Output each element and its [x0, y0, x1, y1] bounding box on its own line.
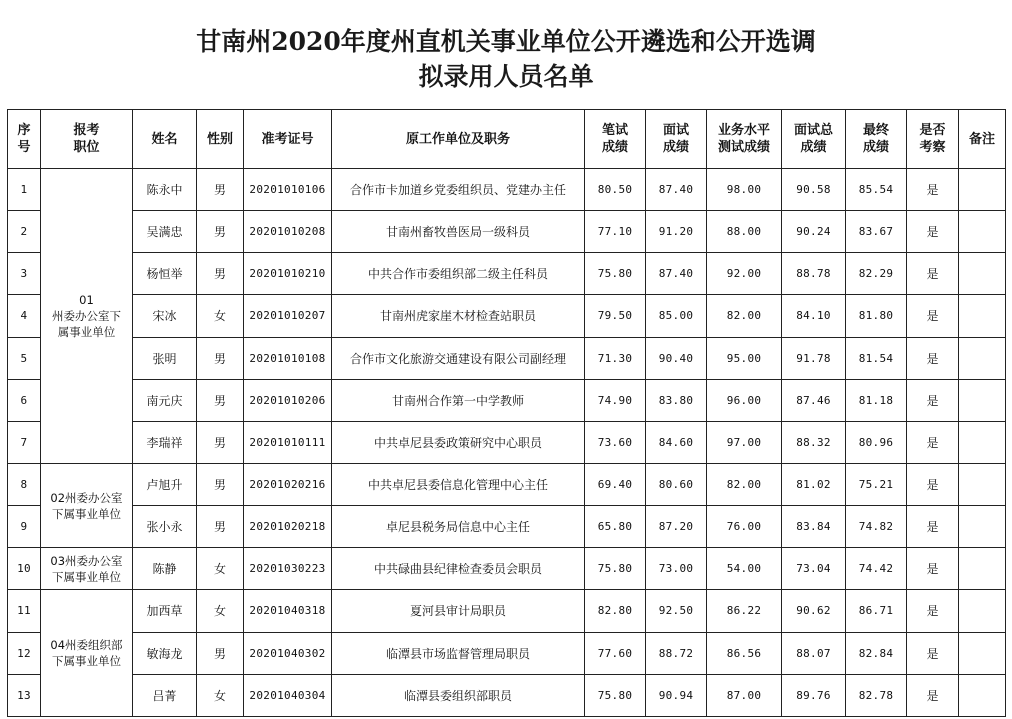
cell-exam-no: 20201010207	[244, 295, 332, 337]
table-row	[8, 253, 1006, 295]
cell-inspect: 是	[907, 463, 959, 505]
cell-skill: 82.00	[707, 295, 782, 337]
cell-unit: 中共卓尼县委政策研究中心职员	[332, 421, 585, 463]
cell-skill: 96.00	[707, 379, 782, 421]
cell-written: 71.30	[585, 337, 646, 379]
cell-gender: 男	[197, 463, 244, 505]
cell-interview: 92.50	[646, 590, 707, 632]
cell-exam-no: 20201010208	[244, 211, 332, 253]
cell-gender: 男	[197, 379, 244, 421]
cell-seq: 8	[8, 463, 41, 505]
cell-gender: 女	[197, 674, 244, 716]
cell-final: 86.71	[846, 590, 907, 632]
cell-written: 75.80	[585, 674, 646, 716]
cell-unit: 甘南州虎家崖木材检查站职员	[332, 295, 585, 337]
table-row	[8, 379, 1006, 421]
header-interview: 面试 成绩	[646, 110, 707, 169]
cell-written: 74.90	[585, 379, 646, 421]
cell-exam-no: 20201040304	[244, 674, 332, 716]
cell-interview-total: 87.46	[782, 379, 846, 421]
cell-final: 81.80	[846, 295, 907, 337]
table-row	[8, 211, 1006, 253]
cell-interview: 87.40	[646, 169, 707, 211]
cell-gender: 男	[197, 506, 244, 548]
cell-name: 敏海龙	[133, 632, 197, 674]
table-row	[8, 506, 1006, 548]
header-skill: 业务水平 测试成绩	[707, 110, 782, 169]
cell-name: 加西草	[133, 590, 197, 632]
cell-position: 04州委组织部 下属事业单位	[41, 590, 133, 717]
cell-interview-total: 90.58	[782, 169, 846, 211]
cell-seq: 12	[8, 632, 41, 674]
cell-seq: 2	[8, 211, 41, 253]
cell-inspect: 是	[907, 169, 959, 211]
cell-interview-total: 81.02	[782, 463, 846, 505]
cell-final: 81.18	[846, 379, 907, 421]
cell-final: 83.67	[846, 211, 907, 253]
cell-inspect: 是	[907, 590, 959, 632]
cell-inspect: 是	[907, 295, 959, 337]
candidate-table	[7, 109, 1006, 717]
cell-remark	[959, 169, 1006, 211]
cell-interview: 80.60	[646, 463, 707, 505]
cell-interview: 73.00	[646, 548, 707, 590]
cell-interview-total: 88.32	[782, 421, 846, 463]
cell-position: 03州委办公室 下属事业单位	[41, 548, 133, 590]
cell-final: 81.54	[846, 337, 907, 379]
cell-exam-no: 20201020218	[244, 506, 332, 548]
cell-inspect: 是	[907, 253, 959, 295]
cell-remark	[959, 379, 1006, 421]
cell-final: 82.29	[846, 253, 907, 295]
cell-unit: 合作市卡加道乡党委组织员、党建办主任	[332, 169, 585, 211]
cell-remark	[959, 421, 1006, 463]
cell-seq: 4	[8, 295, 41, 337]
cell-remark	[959, 674, 1006, 716]
cell-written: 79.50	[585, 295, 646, 337]
cell-interview-total: 88.07	[782, 632, 846, 674]
cell-name: 卢旭升	[133, 463, 197, 505]
cell-interview: 84.60	[646, 421, 707, 463]
cell-gender: 男	[197, 253, 244, 295]
cell-written: 77.60	[585, 632, 646, 674]
cell-interview: 87.20	[646, 506, 707, 548]
cell-position: 01 州委办公室下 属事业单位	[41, 169, 133, 464]
cell-exam-no: 20201010106	[244, 169, 332, 211]
cell-unit: 临潭县市场监督管理局职员	[332, 632, 585, 674]
cell-skill: 98.00	[707, 169, 782, 211]
cell-name: 南元庆	[133, 379, 197, 421]
table-row	[8, 674, 1006, 716]
cell-inspect: 是	[907, 632, 959, 674]
cell-gender: 男	[197, 337, 244, 379]
header-written: 笔试 成绩	[585, 110, 646, 169]
cell-interview-total: 89.76	[782, 674, 846, 716]
cell-remark	[959, 590, 1006, 632]
cell-written: 75.80	[585, 548, 646, 590]
cell-final: 74.42	[846, 548, 907, 590]
cell-exam-no: 20201030223	[244, 548, 332, 590]
cell-interview: 91.20	[646, 211, 707, 253]
header-remark: 备注	[959, 110, 1006, 169]
header-gender: 性别	[197, 110, 244, 169]
cell-interview: 87.40	[646, 253, 707, 295]
cell-seq: 10	[8, 548, 41, 590]
cell-seq: 11	[8, 590, 41, 632]
cell-exam-no: 20201010111	[244, 421, 332, 463]
cell-written: 73.60	[585, 421, 646, 463]
cell-name: 吴满忠	[133, 211, 197, 253]
cell-interview-total: 91.78	[782, 337, 846, 379]
table-row	[8, 421, 1006, 463]
cell-seq: 3	[8, 253, 41, 295]
cell-name: 杨恒举	[133, 253, 197, 295]
cell-name: 张小永	[133, 506, 197, 548]
cell-skill: 95.00	[707, 337, 782, 379]
cell-gender: 男	[197, 211, 244, 253]
table-row	[8, 590, 1006, 632]
cell-gender: 女	[197, 590, 244, 632]
cell-interview: 83.80	[646, 379, 707, 421]
cell-inspect: 是	[907, 506, 959, 548]
cell-remark	[959, 295, 1006, 337]
cell-written: 75.80	[585, 253, 646, 295]
cell-inspect: 是	[907, 337, 959, 379]
cell-final: 74.82	[846, 506, 907, 548]
table-row	[8, 169, 1006, 211]
cell-exam-no: 20201040302	[244, 632, 332, 674]
cell-final: 82.84	[846, 632, 907, 674]
table-row	[8, 632, 1006, 674]
cell-name: 宋冰	[133, 295, 197, 337]
cell-interview-total: 90.24	[782, 211, 846, 253]
cell-final: 82.78	[846, 674, 907, 716]
cell-remark	[959, 548, 1006, 590]
cell-gender: 女	[197, 548, 244, 590]
header-inspect: 是否 考察	[907, 110, 959, 169]
cell-interview: 88.72	[646, 632, 707, 674]
cell-exam-no: 20201040318	[244, 590, 332, 632]
cell-skill: 86.56	[707, 632, 782, 674]
table-row	[8, 463, 1006, 505]
cell-written: 82.80	[585, 590, 646, 632]
cell-unit: 中共碌曲县纪律检查委员会职员	[332, 548, 585, 590]
cell-interview-total: 88.78	[782, 253, 846, 295]
header-final: 最终 成绩	[846, 110, 907, 169]
cell-interview: 90.94	[646, 674, 707, 716]
cell-name: 吕菁	[133, 674, 197, 716]
cell-seq: 7	[8, 421, 41, 463]
cell-skill: 87.00	[707, 674, 782, 716]
document-title: 甘南州2020年度州直机关事业单位公开遴选和公开选调	[196, 27, 816, 56]
cell-interview-total: 73.04	[782, 548, 846, 590]
cell-gender: 女	[197, 295, 244, 337]
cell-name: 张明	[133, 337, 197, 379]
cell-exam-no: 20201010108	[244, 337, 332, 379]
table-row	[8, 337, 1006, 379]
cell-interview-total: 90.62	[782, 590, 846, 632]
cell-skill: 88.00	[707, 211, 782, 253]
cell-seq: 5	[8, 337, 41, 379]
cell-skill: 54.00	[707, 548, 782, 590]
cell-seq: 6	[8, 379, 41, 421]
cell-exam-no: 20201010210	[244, 253, 332, 295]
cell-unit: 合作市文化旅游交通建设有限公司副经理	[332, 337, 585, 379]
cell-unit: 甘南州畜牧兽医局一级科员	[332, 211, 585, 253]
cell-gender: 男	[197, 632, 244, 674]
cell-skill: 92.00	[707, 253, 782, 295]
header-interview-total: 面试总 成绩	[782, 110, 846, 169]
cell-remark	[959, 253, 1006, 295]
cell-unit: 卓尼县税务局信息中心主任	[332, 506, 585, 548]
cell-name: 陈静	[133, 548, 197, 590]
cell-gender: 男	[197, 421, 244, 463]
cell-unit: 甘南州合作第一中学教师	[332, 379, 585, 421]
cell-written: 80.50	[585, 169, 646, 211]
table-row	[8, 295, 1006, 337]
cell-skill: 82.00	[707, 463, 782, 505]
cell-seq: 1	[8, 169, 41, 211]
cell-inspect: 是	[907, 674, 959, 716]
cell-final: 75.21	[846, 463, 907, 505]
cell-written: 65.80	[585, 506, 646, 548]
cell-interview-total: 83.84	[782, 506, 846, 548]
cell-exam-no: 20201020216	[244, 463, 332, 505]
cell-remark	[959, 211, 1006, 253]
cell-remark	[959, 463, 1006, 505]
cell-seq: 9	[8, 506, 41, 548]
cell-unit: 中共合作市委组织部二级主任科员	[332, 253, 585, 295]
cell-inspect: 是	[907, 379, 959, 421]
cell-skill: 86.22	[707, 590, 782, 632]
header-seq: 序 号	[8, 110, 41, 169]
cell-interview-total: 84.10	[782, 295, 846, 337]
cell-remark	[959, 337, 1006, 379]
cell-exam-no: 20201010206	[244, 379, 332, 421]
cell-seq: 13	[8, 674, 41, 716]
cell-inspect: 是	[907, 548, 959, 590]
cell-written: 69.40	[585, 463, 646, 505]
cell-inspect: 是	[907, 421, 959, 463]
table-header-row	[8, 110, 1006, 169]
cell-name: 李瑞祥	[133, 421, 197, 463]
document-subtitle: 拟录用人员名单	[418, 62, 594, 91]
table-row	[8, 548, 1006, 590]
cell-unit: 夏河县审计局职员	[332, 590, 585, 632]
cell-written: 77.10	[585, 211, 646, 253]
cell-unit: 中共卓尼县委信息化管理中心主任	[332, 463, 585, 505]
cell-remark	[959, 506, 1006, 548]
cell-interview: 90.40	[646, 337, 707, 379]
cell-position: 02州委办公室 下属事业单位	[41, 463, 133, 547]
cell-final: 80.96	[846, 421, 907, 463]
cell-skill: 76.00	[707, 506, 782, 548]
cell-interview: 85.00	[646, 295, 707, 337]
header-position: 报考 职位	[41, 110, 133, 169]
header-name: 姓名	[133, 110, 197, 169]
cell-inspect: 是	[907, 211, 959, 253]
cell-skill: 97.00	[707, 421, 782, 463]
header-exam-no: 准考证号	[244, 110, 332, 169]
cell-final: 85.54	[846, 169, 907, 211]
header-unit: 原工作单位及职务	[332, 110, 585, 169]
cell-unit: 临潭县委组织部职员	[332, 674, 585, 716]
cell-name: 陈永中	[133, 169, 197, 211]
cell-remark	[959, 632, 1006, 674]
cell-gender: 男	[197, 169, 244, 211]
